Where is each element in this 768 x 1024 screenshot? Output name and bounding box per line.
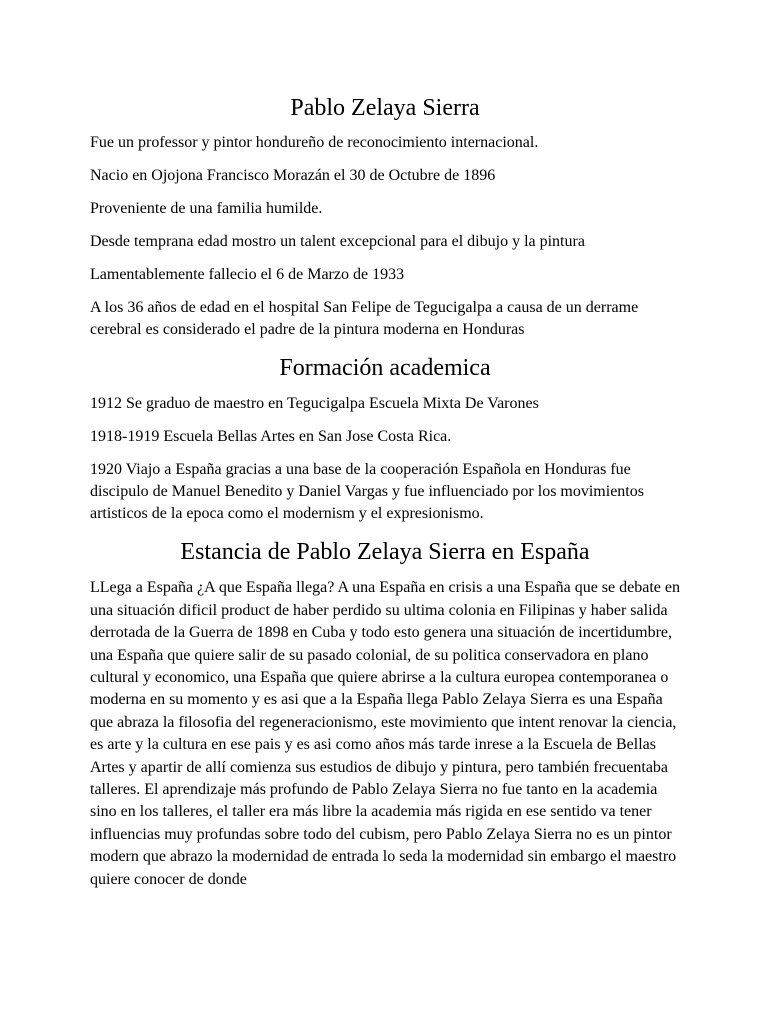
document-title: Pablo Zelaya Sierra — [290, 95, 480, 121]
intro-paragraph-talent: Desde temprana edad mostro un talent excepcional para el dibujo y la pintura — [90, 232, 585, 250]
formacion-paragraph-1912: 1912 Se graduo de maestro en Tegucigalpa Escuela Mixta De Varones — [90, 394, 539, 412]
estancia-paragraph: LLega a España ¿A que España llega? A una España en crisis a una España que se debate en una situación dificil product de haber perdido su ultima colonia en Filipinas y haber salida derrotada de la Guerra de 1898 en Cuba y todo esto genera una situación de incertidumbre, una España que quiere salir de su pasado colonial, de su politica conservadora en plano cultural y economico, una España que quiere abrirse a la cultura europea contemporanea o moderna en su momento y es asi que a la España llega Pablo Zelaya Sierra es una España que abraza la filosofia del regeneracionismo, este movimiento que intent renovar la ciencia, es arte y la cultura en ese pais y es asi como años más tarde inrese a la Escuela de Bellas Artes y apartir de allí comienza sus estudios de dibujo y pintura, pero también frecuentaba talleres. El aprendizaje más profundo de Pablo Zelaya Sierra no fue tanto en la academia sino en los talleres, el taller era más libre la academia más rigida en ese sentido va tener influencias muy profundas sobre todo del cubism, pero Pablo Zelaya Sierra no es un pintor modern que abrazo la modernidad de entrada lo seda la modernidad sin embargo el maestro quiere conocer de donde — [90, 579, 680, 888]
section-heading-estancia: Estancia de Pablo Zelaya Sierra en España — [180, 539, 590, 566]
intro-paragraph-birth: Nacio en Ojojona Francisco Morazán el 30 de Octubre de 1896 — [90, 166, 496, 184]
document-page — [90, 92, 680, 902]
intro-paragraph-origin: Proveniente de una familia humilde. — [90, 199, 323, 217]
intro-paragraph-death: Lamentablemente fallecio el 6 de Marzo de 1933 — [90, 265, 405, 283]
intro-paragraph-profession: Fue un professor y pintor hondureño de reconocimiento internacional. — [90, 134, 539, 151]
intro-paragraph-legacy: A los 36 años de edad en el hospital San Felipe de Tegucigalpa a causa de un derrame cerebral es considerado el padre de la pintura moderna en Honduras — [90, 298, 639, 338]
section-heading-formacion: Formación academica — [279, 354, 491, 381]
formacion-paragraph-1920: 1920 Viajo a España gracias a una base de la cooperación Española en Honduras fue discipulo de Manuel Benedito y Daniel Vargas y fue influenciado por los movimientos artisticos de la epoca como el modernism y el expresionismo. — [90, 460, 644, 523]
formacion-paragraph-1918: 1918-1919 Escuela Bellas Artes en San Jose Costa Rica. — [90, 427, 452, 445]
